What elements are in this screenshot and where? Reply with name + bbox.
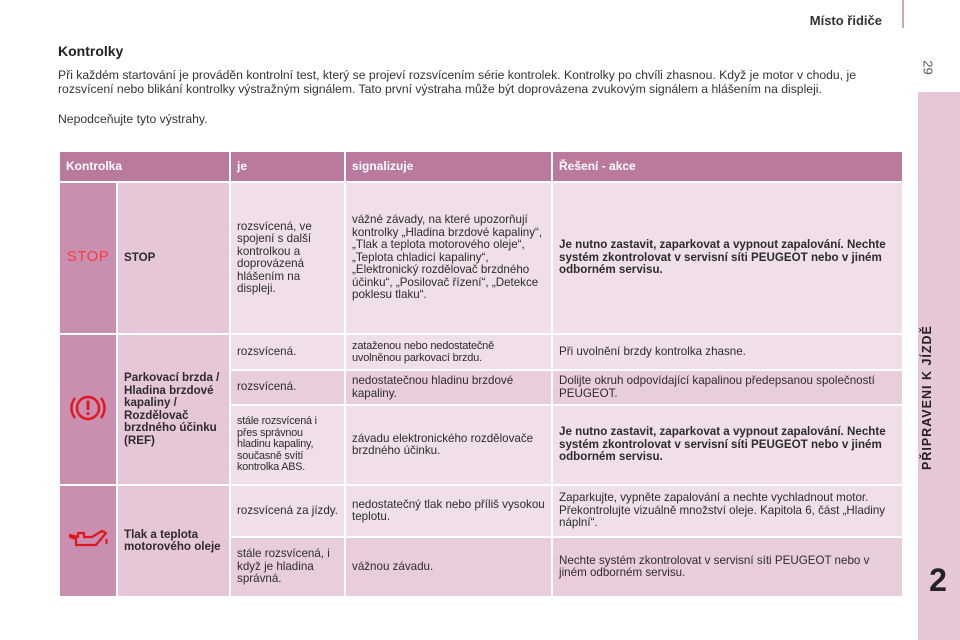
oil-icon-cell bbox=[59, 485, 117, 597]
warning-paragraph: Nepodceňujte tyto výstrahy. bbox=[58, 112, 208, 126]
light-state: rozsvícená, ve spojení s další kontrolkou a doprovázená hlášením na displeji. bbox=[230, 182, 345, 334]
table-header-row bbox=[59, 151, 903, 182]
light-signal: vážné závady, na které upozorňují kontrolky „Hladina brzdové kapaliny“, „Tlak a teplota motorového oleje“, „Teplota chladicí kapaliny“, „Elektronický rozdělovač brzdného účinku“, „Posilovač řízení“, „Detekce poklesu tlaku“. bbox=[345, 182, 552, 334]
page-number: 29 bbox=[920, 60, 936, 75]
section-title: Kontrolky bbox=[58, 43, 124, 59]
light-state: stále rozsvícená, i když je hladina správná. bbox=[230, 537, 345, 597]
light-name: Parkovací brzda / Hladina brzdové kapaliny / Rozdělovač brzdného účinku (REF) bbox=[117, 334, 230, 485]
light-action: Nechte systém zkontrolovat v servisní síti PEUGEOT nebo v jiném odborném servisu. bbox=[552, 537, 903, 597]
brake-warning-icon bbox=[68, 390, 108, 426]
light-name: Tlak a teplota motorového oleje bbox=[117, 485, 230, 597]
chapter-number: 2 bbox=[929, 562, 947, 598]
light-signal: vážnou závadu. bbox=[345, 537, 552, 597]
brake-icon-cell bbox=[59, 334, 117, 485]
table-row bbox=[59, 182, 903, 334]
stop-icon-cell bbox=[59, 182, 117, 334]
column-header-state: je bbox=[230, 151, 345, 182]
chapter-side-label: PŘIPRAVENI K JÍZDĚ bbox=[920, 325, 934, 470]
light-signal: nedostatečnou hladinu brzdové kapaliny. bbox=[345, 370, 552, 405]
light-state: rozsvícená. bbox=[230, 334, 345, 370]
warning-lights-table bbox=[58, 150, 904, 598]
light-signal: zataženou nebo nedostatečně uvolněnou parkovací brzdu. bbox=[345, 334, 552, 370]
page-header-title: Místo řidiče bbox=[809, 13, 882, 28]
column-header-action: Řešení - akce bbox=[552, 151, 903, 182]
column-header-signal: signalizuje bbox=[345, 151, 552, 182]
header-divider bbox=[902, 0, 904, 28]
light-action: Je nutno zastavit, zaparkovat a vypnout zapalování. Nechte systém zkontrolovat v servisní síti PEUGEOT nebo v jiném odborném servisu. bbox=[552, 182, 903, 334]
light-action: Zaparkujte, vypněte zapalování a nechte vychladnout motor. Překontrolujte vizuálně množství oleje. Kapitola 6, část „Hladiny náplní“. bbox=[552, 485, 903, 537]
table-row bbox=[59, 334, 903, 370]
column-header-light: Kontrolka bbox=[59, 151, 230, 182]
light-action: Je nutno zastavit, zaparkovat a vypnout zapalování. Nechte systém zkontrolovat v servisní síti PEUGEOT nebo v jiném odborném servisu. bbox=[552, 405, 903, 485]
stop-icon: STOP bbox=[66, 248, 110, 266]
oil-can-icon bbox=[66, 525, 110, 553]
table-row bbox=[59, 485, 903, 537]
intro-paragraph: Při každém startování je prováděn kontrolní test, který se projeví rozsvícením série kontrolek. Kontrolky po chvíli zhasnou. Když je motor v chodu, je rozsvícení nebo blikání kontrolky výstražným signálem. Tato první výstraha může být doprovázena zvukovým signálem a hlášením na displeji. bbox=[58, 68, 856, 96]
light-signal: nedostatečný tlak nebo příliš vysokou teplotu. bbox=[345, 485, 552, 537]
light-state: rozsvícená. bbox=[230, 370, 345, 405]
light-action: Při uvolnění brzdy kontrolka zhasne. bbox=[552, 334, 903, 370]
light-state: rozsvícená za jízdy. bbox=[230, 485, 345, 537]
light-action: Dolijte okruh odpovídající kapalinou předepsanou společností PEUGEOT. bbox=[552, 370, 903, 405]
light-name: STOP bbox=[117, 182, 230, 334]
light-state: stále rozsvícená i přes správnou hladinu kapaliny, současně svítí kontrolka ABS. bbox=[230, 405, 345, 485]
light-signal: závadu elektronického rozdělovače brzdného účinku. bbox=[345, 405, 552, 485]
